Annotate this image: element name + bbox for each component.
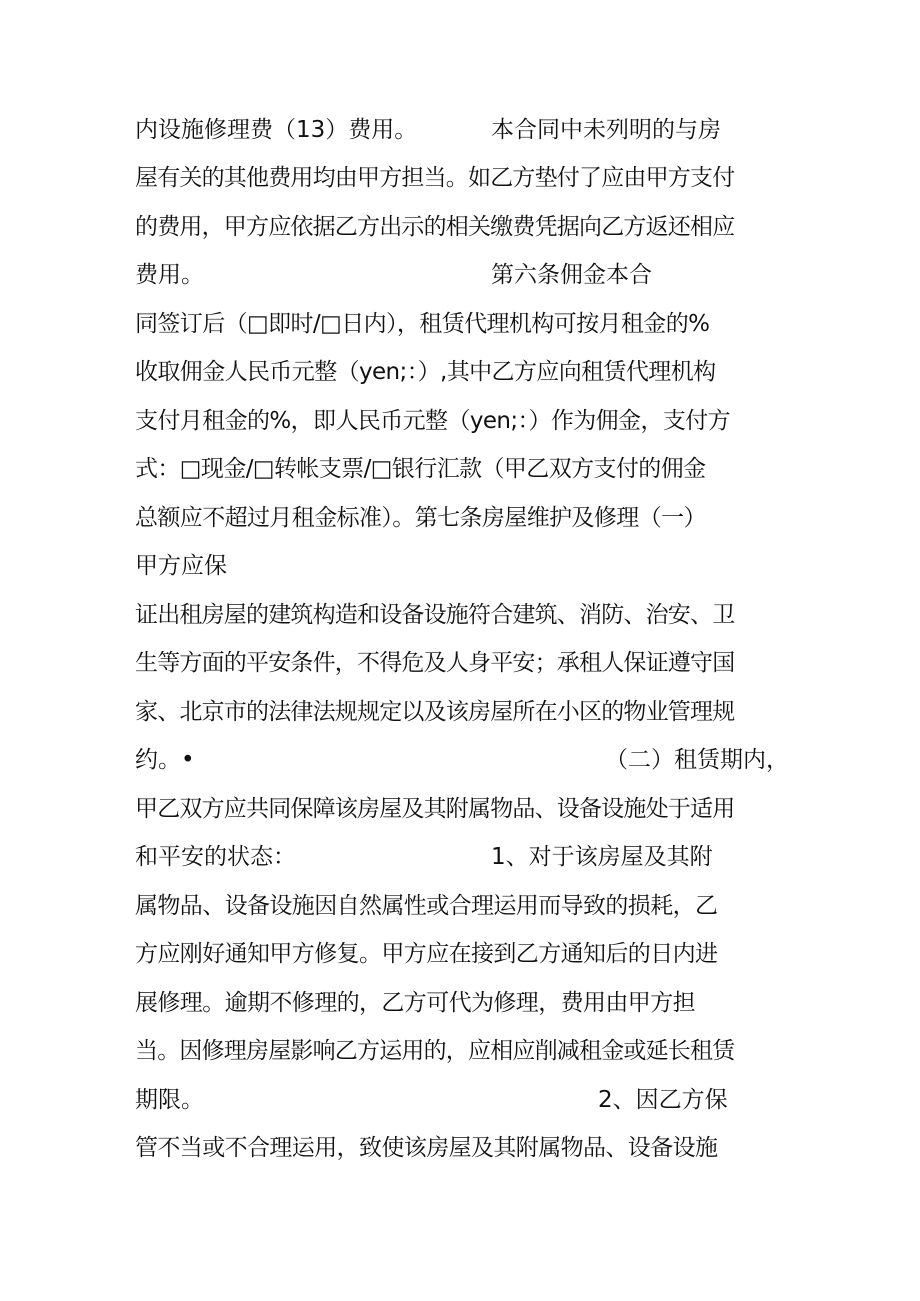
text-segment: 生等方面的平安条件，不得危及人身平安；承租人保证遵守国 [135,650,735,676]
text-segment: 当。因修理房屋影响乙方运用的，应相应削减租金或延长租赁 [135,1038,735,1064]
text-segment: 期限。 [135,1087,204,1113]
text-segment: 屋有关的其他费用均由甲方担当。如乙方垫付了应由甲方支付 [135,165,735,191]
text-segment: 证出租房屋的建筑构造和设备设施符合建筑、消防、治安、卫 [135,602,735,628]
text-segment: 收取佣金人民币元整（yen;：）,其中乙方应向租赁代理机构 [135,359,716,385]
text-segment: 家、北京市的法律法规规定以及该房屋所在小区的物业管理规 [135,699,735,725]
text-segment: 内设施修理费（13）费用。 [135,117,418,143]
text-segment: 费用。 [135,262,204,288]
text-segment: 约。• [135,747,195,773]
text-segment: 2、因乙方保 [598,1087,728,1113]
text-segment: 的费用，甲方应依据乙方出示的相关缴费凭据向乙方返还相应 [135,214,735,240]
text-segment: 本合同中未列明的与房 [491,117,721,143]
text-segment: 式：□现金/□转帐支票/□银行汇款（甲乙双方支付的佣金 [135,456,706,482]
text-segment: 甲乙双方应共同保障该房屋及其附属物品、设备设施处于适用 [135,796,735,822]
text-segment: 和平安的状态： [135,844,296,870]
text-segment: 同签订后（□即时/□日内），租赁代理机构可按月租金的% [135,311,710,337]
text-segment: 属物品、设备设施因自然属性或合理运用而导致的损耗，乙 [135,893,718,919]
text-segment: 方应刚好通知甲方修复。甲方应在接到乙方通知后的日内进 [135,941,718,967]
text-segment: 甲方应保 [135,553,227,579]
text-segment: 总额应不超过月租金标准）。第七条房屋维护及修理（一） [135,505,706,531]
text-segment: 展修理。逾期不修理的，乙方可代为修理，费用由甲方担 [135,990,696,1016]
text-segment: 1、对于该房屋及其附 [491,844,713,870]
text-segment: 支付月租金的%，即人民币元整（yen;：）作为佣金，支付方 [135,408,731,434]
text-segment: 第六条佣金本合 [491,262,652,288]
text-segment: （二）租赁期内， [605,747,789,773]
text-segment: 管不当或不合理运用，致使该房屋及其附属物品、设备设施 [135,1135,718,1161]
